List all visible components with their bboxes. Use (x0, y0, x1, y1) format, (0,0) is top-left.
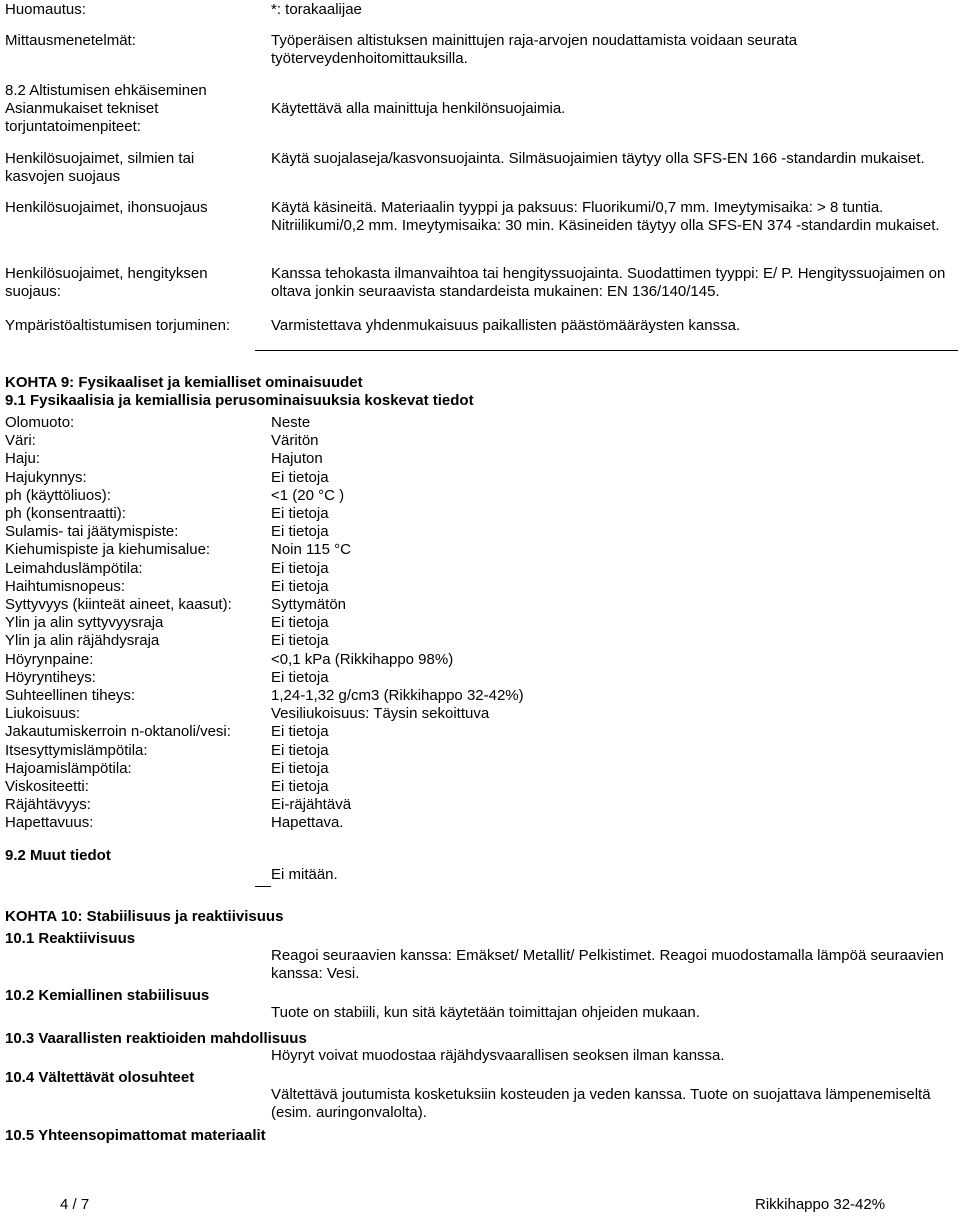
property-value: Hapettava. (271, 814, 344, 831)
property-value: Ei tietoja (271, 669, 329, 686)
property-value: Ei tietoja (271, 760, 329, 777)
property-label: ph (konsentraatti): (5, 505, 126, 522)
property-value: Ei tietoja (271, 578, 329, 595)
section-divider (255, 350, 958, 351)
label-hengityksensuojaus: Henkilösuojaimet, hengityksen suojaus: (5, 265, 208, 300)
property-value: Ei tietoja (271, 632, 329, 649)
property-label: Viskositeetti: (5, 778, 89, 795)
property-label: Väri: (5, 432, 36, 449)
property-value: <1 (20 °C ) (271, 487, 345, 504)
property-label: Kiehumispiste ja kiehumisalue: (5, 541, 211, 558)
section-10-3-value: Höyryt voivat muodostaa räjähdysvaarallisen seoksen ilman kanssa. (271, 1047, 725, 1064)
property-value: Neste (271, 414, 311, 431)
section-9-heading: KOHTA 9: Fysikaaliset ja kemialliset ominaisuudet (5, 374, 363, 391)
property-label: Höyrynpaine: (5, 651, 94, 668)
page-number: 4 / 7 (60, 1196, 90, 1213)
property-label: Ylin ja alin syttyvyysraja (5, 614, 164, 631)
property-label: Jakautumiskerroin n-oktanoli/vesi: (5, 723, 231, 740)
section-9-2-heading: 9.2 Muut tiedot (5, 847, 111, 864)
value-hengityksensuojaus: Kanssa tehokasta ilmanvaihtoa tai hengityssuojainta. Suodattimen tyyppi: E/ P. Hengityssuojaimen on oltava jonkin seuraavista standardeista mukainen: EN 136/140/145. (271, 265, 946, 300)
section-10-2-value: Tuote on stabiili, kun sitä käytetään toimittajan ohjeiden mukaan. (271, 1004, 700, 1021)
value-mittausmenetelmat: Työperäisen altistuksen mainittujen raja-arvojen noudattamista voidaan seurata työterveydenhoitomittauksilla. (271, 32, 798, 67)
property-label: Suhteellinen tiheys: (5, 687, 136, 704)
property-label: Olomuoto: (5, 414, 75, 431)
property-value: Noin 115 °C (271, 541, 351, 558)
value-ymparistoaltistus: Varmistettava yhdenmukaisuus paikallisten päästömääräysten kanssa. (271, 317, 741, 334)
section-10-3-heading: 10.3 Vaarallisten reaktioiden mahdollisuus (5, 1030, 307, 1047)
section-10-4-value: Vältettävä joutumista kosketuksiin kosteuden ja veden kanssa. Tuote on suojattava lämpenemiseltä (esim. auringonvalolta). (271, 1086, 931, 1121)
label-tekniset-torjunta: Asianmukaiset tekniset torjuntatoimenpiteet: (5, 100, 159, 135)
property-value: 1,24-1,32 g/cm3 (Rikkihappo 32-42%) (271, 687, 524, 704)
label-mittausmenetelmat: Mittausmenetelmät: (5, 32, 136, 49)
product-name: Rikkihappo 32-42% (755, 1196, 886, 1213)
property-label: Haihtumisnopeus: (5, 578, 126, 595)
subheading-8-2: 8.2 Altistumisen ehkäiseminen (5, 82, 207, 99)
section-divider-tick (255, 886, 271, 887)
property-label: Liukoisuus: (5, 705, 81, 722)
property-value: Ei tietoja (271, 523, 329, 540)
property-value: Ei tietoja (271, 505, 329, 522)
property-label: Hapettavuus: (5, 814, 94, 831)
property-label: ph (käyttöliuos): (5, 487, 111, 504)
section-10-1-value: Reagoi seuraavien kanssa: Emäkset/ Metallit/ Pelkistimet. Reagoi muodostamalla lämpöä seuraavien kanssa: Vesi. (271, 947, 944, 982)
value-tekniset-torjunta: Käytettävä alla mainittuja henkilönsuojaimia. (271, 100, 566, 117)
property-value: Ei tietoja (271, 742, 329, 759)
section-10-heading: KOHTA 10: Stabiilisuus ja reaktiivisuus (5, 908, 284, 925)
property-label: Itsesyttymislämpötila: (5, 742, 148, 759)
property-value: Ei tietoja (271, 778, 329, 795)
section-10-4-heading: 10.4 Vältettävät olosuhteet (5, 1069, 195, 1086)
property-value: Vesiliukoisuus: Täysin sekoittuva (271, 705, 490, 722)
property-value: <0,1 kPa (Rikkihappo 98%) (271, 651, 454, 668)
label-huomautus: Huomautus: (5, 1, 86, 18)
property-value: Ei tietoja (271, 469, 329, 486)
property-label: Haju: (5, 450, 41, 467)
section-9-1-heading: 9.1 Fysikaalisia ja kemiallisia perusominaisuuksia koskevat tiedot (5, 392, 474, 409)
value-huomautus: *: torakaalijae (271, 1, 362, 18)
property-label: Hajoamislämpötila: (5, 760, 132, 777)
section-10-1-heading: 10.1 Reaktiivisuus (5, 930, 136, 947)
property-label: Räjähtävyys: (5, 796, 91, 813)
section-10-5-heading: 10.5 Yhteensopimattomat materiaalit (5, 1127, 266, 1144)
section-10-2-heading: 10.2 Kemiallinen stabiilisuus (5, 987, 210, 1004)
property-label: Hajukynnys: (5, 469, 87, 486)
property-value: Syttymätön (271, 596, 347, 613)
property-value: Ei tietoja (271, 614, 329, 631)
property-label: Höyryntiheys: (5, 669, 96, 686)
value-ihonsuojaus: Käytä käsineitä. Materiaalin tyyppi ja paksuus: Fluorikumi/0,7 mm. Imeytymisaika: > 8 tuntia. Nitriilikumi/0,2 mm. Imeytymisaika: 30 min. Käsineiden täytyy olla SFS-EN 374 -standardin mukaiset. (271, 199, 940, 234)
property-value: Ei-räjähtävä (271, 796, 352, 813)
property-value: Ei tietoja (271, 560, 329, 577)
label-silmiensuojaus: Henkilösuojaimet, silmien tai kasvojen suojaus (5, 150, 195, 185)
property-label: Leimahduslämpötila: (5, 560, 143, 577)
property-label: Ylin ja alin räjähdysraja (5, 632, 160, 649)
property-value: Väritön (271, 432, 319, 449)
label-ihonsuojaus: Henkilösuojaimet, ihonsuojaus (5, 199, 208, 216)
property-label: Sulamis- tai jäätymispiste: (5, 523, 179, 540)
property-label: Syttyvyys (kiinteät aineet, kaasut): (5, 596, 232, 613)
section-9-2-value: Ei mitään. (271, 866, 338, 883)
label-ymparistoaltistus: Ympäristöaltistumisen torjuminen: (5, 317, 231, 334)
property-value: Hajuton (271, 450, 323, 467)
property-value: Ei tietoja (271, 723, 329, 740)
value-silmiensuojaus: Käytä suojalaseja/kasvonsuojainta. Silmäsuojaimien täytyy olla SFS-EN 166 -standardin mukaiset. (271, 150, 925, 167)
